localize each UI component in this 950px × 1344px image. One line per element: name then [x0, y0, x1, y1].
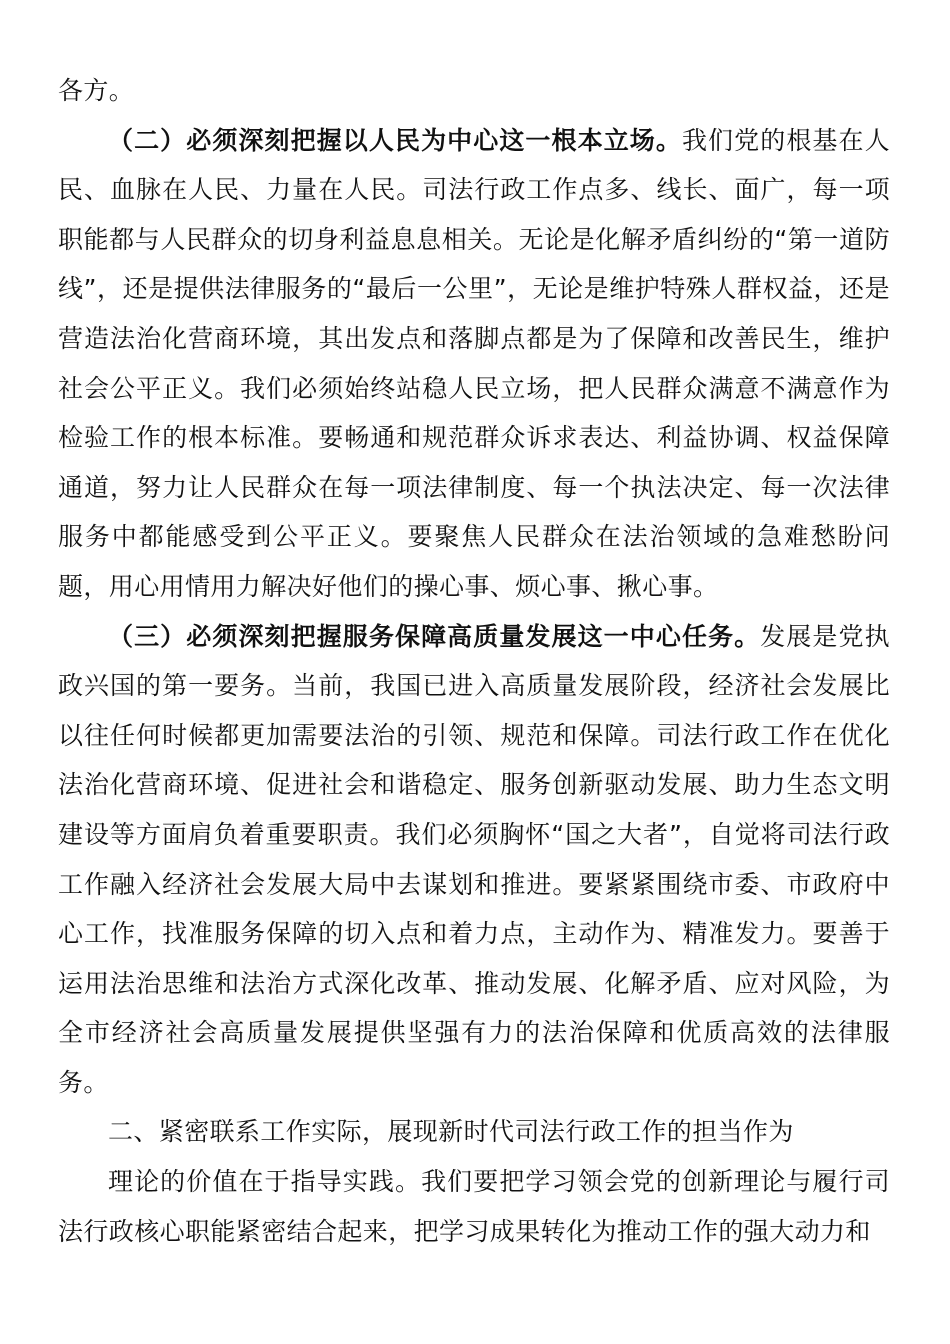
- section-2-lead: （二）必须深刻把握以人民为中心这一根本立场。: [108, 125, 682, 155]
- paragraph-section-3: [58, 612, 890, 1108]
- document-body: [58, 66, 890, 1256]
- section-heading-2: 二、紧密联系工作实际，展现新时代司法行政工作的担当作为: [108, 1117, 794, 1147]
- paragraph-continuation: 各方。: [58, 76, 135, 105]
- section-2-body: 我们党的根基在人民、血脉在人民、力量在人民。司法行政工作点多、线长、面广，每一项职能都与人民群众的切身利益息息相关。无论是化解矛盾纠纷的“第一道防线”，还是提供法律服务的“最后一公里”，无论是维护特殊人群权益，还是营造法治化营商环境，其出发点和落脚点都是为了保障和改善民生，维护社会公平正义。我们必须始终站稳人民立场，把人民群众满意不满意作为检验工作的根本标准。要畅通和规范群众诉求表达、利益协调、权益保障通道，努力让人民群众在每一项法律制度、每一个执法决定、每一次法律服务中都能感受到公平正义。要聚焦人民群众在法治领域的急难愁盼问题，用心用情用力解决好他们的操心事、烦心事、揪心事。: [58, 125, 890, 601]
- section-3-body: 发展是党执政兴国的第一要务。当前，我国已进入高质量发展阶段，经济社会发展比以往任何时候都更加需要法治的引领、规范和保障。司法行政工作在优化法治化营商环境、促进社会和谐稳定、服务创新驱动发展、助力生态文明建设等方面肩负着重要职责。我们必须胸怀“国之大者”，自觉将司法行政工作融入经济社会发展大局中去谋划和推进。要紧紧围绕市委、市政府中心工作，找准服务保障的切入点和着力点，主动作为、精准发力。要善于运用法治思维和法治方式深化改革、推动发展、化解矛盾、应对风险，为全市经济社会高质量发展提供坚强有力的法治保障和优质高效的法律服务。: [58, 621, 890, 1097]
- paragraph-section-2: [58, 116, 890, 612]
- section-3-lead: （三）必须深刻把握服务保障高质量发展这一中心任务。: [108, 621, 761, 651]
- paragraph-practice: 理论的价值在于指导实践。我们要把学习领会党的创新理论与履行司法行政核心职能紧密结合起来，把学习成果转化为推动工作的强大动力和: [58, 1167, 890, 1246]
